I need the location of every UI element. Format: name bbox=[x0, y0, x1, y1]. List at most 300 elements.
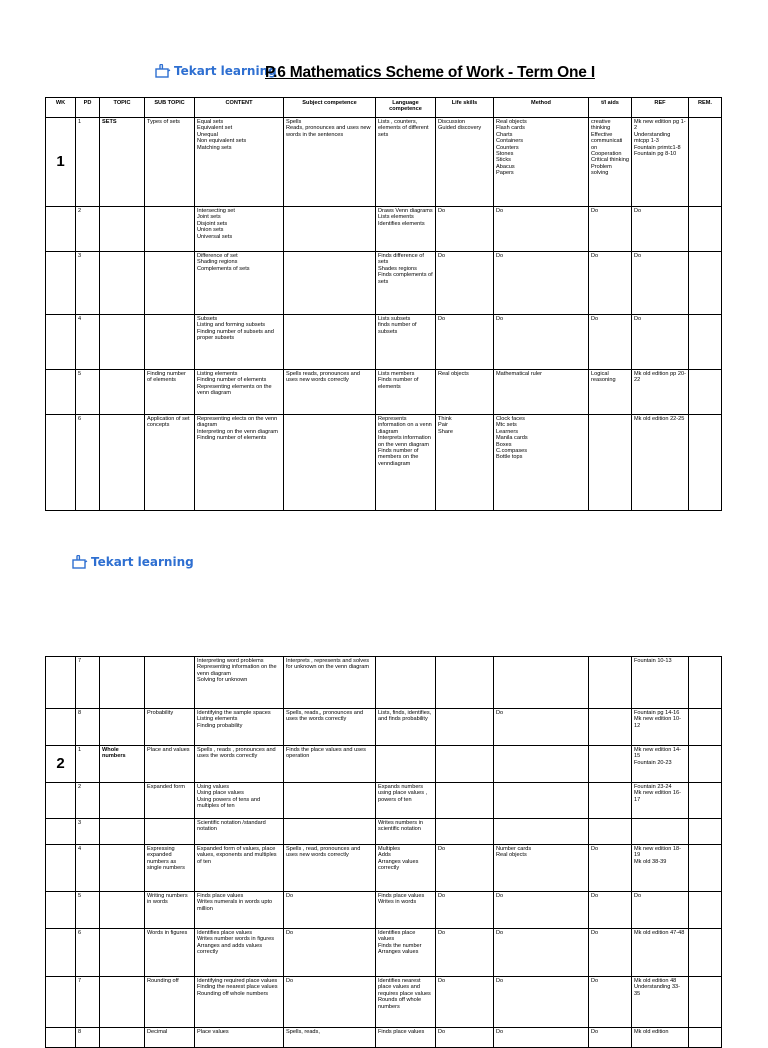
table-row bbox=[46, 1028, 722, 1048]
language-competence-cell bbox=[376, 252, 436, 315]
aids-cell bbox=[589, 118, 632, 207]
life-skills-cell-text: Do bbox=[438, 978, 446, 984]
table-row bbox=[46, 252, 722, 315]
period-cell-text: 1 bbox=[78, 119, 82, 125]
language-competence-cell bbox=[376, 370, 436, 415]
topic-cell bbox=[100, 252, 145, 315]
method-cell bbox=[494, 819, 589, 845]
method-cell bbox=[494, 746, 589, 783]
life-skills-cell bbox=[436, 657, 494, 709]
subject-competence-cell bbox=[284, 415, 376, 511]
language-competence-cell-text: Finds place values Writes in words bbox=[378, 893, 425, 906]
language-competence-cell-text: Lists subsets finds number of subsets bbox=[378, 316, 417, 335]
subject-competence-cell bbox=[284, 783, 376, 819]
period-cell bbox=[76, 709, 100, 746]
week-cell bbox=[46, 657, 76, 709]
week-cell bbox=[46, 746, 76, 783]
page-title: P.6 Mathematics Scheme of Work - Term One I bbox=[265, 64, 595, 81]
topic-cell bbox=[100, 845, 145, 892]
life-skills-cell-text: Real objects bbox=[438, 371, 469, 377]
period-cell-text: 1 bbox=[78, 747, 82, 753]
topic-cell bbox=[100, 370, 145, 415]
remarks-cell bbox=[689, 1028, 722, 1048]
period-cell bbox=[76, 977, 100, 1028]
subject-competence-cell-text: Interprets , represents and solves for unknown on the venn diagram bbox=[286, 658, 370, 671]
life-skills-cell bbox=[436, 370, 494, 415]
aids-cell-text: Do bbox=[591, 316, 599, 322]
subject-competence-cell bbox=[284, 118, 376, 207]
period-cell bbox=[76, 252, 100, 315]
language-competence-cell bbox=[376, 118, 436, 207]
period-cell-text: 6 bbox=[78, 930, 82, 936]
table-row bbox=[46, 315, 722, 370]
method-cell-text: Do bbox=[496, 710, 504, 716]
topic-cell bbox=[100, 315, 145, 370]
life-skills-cell bbox=[436, 118, 494, 207]
week-cell bbox=[46, 845, 76, 892]
table-row bbox=[46, 892, 722, 929]
remarks-cell bbox=[689, 415, 722, 511]
life-skills-cell bbox=[436, 783, 494, 819]
ref-cell-text: Do bbox=[634, 893, 642, 899]
remarks-cell bbox=[689, 370, 722, 415]
subtopic-cell bbox=[145, 207, 195, 252]
subject-competence-cell-text: Spells, reads, bbox=[286, 1029, 320, 1035]
content-cell-text: Interpreting word problems Representing information on the venn diagram Solving for unknown bbox=[197, 658, 277, 684]
subtopic-cell bbox=[145, 370, 195, 415]
life-skills-cell-text: Do bbox=[438, 253, 446, 259]
language-competence-cell bbox=[376, 1028, 436, 1048]
week-cell-text: 2 bbox=[56, 756, 65, 772]
remarks-cell bbox=[689, 977, 722, 1028]
column-header: REM. bbox=[689, 98, 722, 118]
language-competence-cell-text: Draws Venn diagrams Lists elements Identifies elements bbox=[378, 208, 433, 227]
subtopic-cell-text: Finding number of elements bbox=[147, 371, 186, 384]
remarks-cell bbox=[689, 819, 722, 845]
period-cell bbox=[76, 207, 100, 252]
aids-cell bbox=[589, 819, 632, 845]
remarks-cell bbox=[689, 252, 722, 315]
subtopic-cell-text: Expanded form bbox=[147, 784, 185, 790]
content-cell-text: Intersecting set Joint sets Disjoint sets Union sets Universal sets bbox=[197, 208, 235, 240]
ref-cell bbox=[632, 415, 689, 511]
period-cell bbox=[76, 1028, 100, 1048]
language-competence-cell-text: Writes numbers in scientific notation bbox=[378, 820, 423, 833]
method-cell-text: Do bbox=[496, 316, 504, 322]
topic-cell bbox=[100, 929, 145, 977]
period-cell-text: 2 bbox=[78, 784, 82, 790]
ref-cell bbox=[632, 892, 689, 929]
ref-cell bbox=[632, 118, 689, 207]
period-cell-text: 6 bbox=[78, 416, 82, 422]
aids-cell bbox=[589, 657, 632, 709]
subject-competence-cell-text: Do bbox=[286, 893, 294, 899]
topic-cell-text: SETS bbox=[102, 119, 117, 125]
subtopic-cell-text: Application of set concepts bbox=[147, 416, 190, 429]
subtopic-cell bbox=[145, 845, 195, 892]
period-cell-text: 2 bbox=[78, 208, 82, 214]
subject-competence-cell bbox=[284, 819, 376, 845]
language-competence-cell-text: Identifies nearest place values and requires place values Rounds off whole numbers bbox=[378, 978, 431, 1010]
method-cell bbox=[494, 1028, 589, 1048]
ref-cell-text: Do bbox=[634, 253, 642, 259]
life-skills-cell bbox=[436, 819, 494, 845]
subject-competence-cell-text: Spells , read, pronounces and uses new words correctly bbox=[286, 846, 361, 859]
life-skills-cell bbox=[436, 207, 494, 252]
topic-cell bbox=[100, 977, 145, 1028]
period-cell bbox=[76, 819, 100, 845]
ref-cell bbox=[632, 709, 689, 746]
ref-cell-text: Fountain 23-24 Mk new edition 16-17 bbox=[634, 784, 681, 803]
table-row bbox=[46, 709, 722, 746]
column-header: Subject competence bbox=[284, 98, 376, 118]
language-competence-cell-text: Multiples Adds Arranges values correctly bbox=[378, 846, 419, 872]
method-cell bbox=[494, 118, 589, 207]
period-cell bbox=[76, 929, 100, 977]
ref-cell bbox=[632, 977, 689, 1028]
content-cell-text: Finds place values Writes numerals in words upto million bbox=[197, 893, 273, 912]
ref-cell bbox=[632, 783, 689, 819]
period-cell bbox=[76, 657, 100, 709]
language-competence-cell bbox=[376, 657, 436, 709]
subtopic-cell bbox=[145, 657, 195, 709]
content-cell bbox=[195, 746, 284, 783]
method-cell bbox=[494, 845, 589, 892]
life-skills-cell-text: Think Pair Share bbox=[438, 416, 453, 435]
subject-competence-cell-text: Spells, reads,, pronounces and uses the words correctly bbox=[286, 710, 364, 723]
table-row bbox=[46, 819, 722, 845]
remarks-cell bbox=[689, 746, 722, 783]
content-cell-text: Place values bbox=[197, 1029, 229, 1035]
week-cell bbox=[46, 929, 76, 977]
period-cell-text: 3 bbox=[78, 253, 82, 259]
period-cell-text: 7 bbox=[78, 658, 82, 664]
method-cell bbox=[494, 252, 589, 315]
content-cell bbox=[195, 657, 284, 709]
topic-cell bbox=[100, 709, 145, 746]
subtopic-cell bbox=[145, 977, 195, 1028]
language-competence-cell bbox=[376, 709, 436, 746]
week-cell bbox=[46, 252, 76, 315]
remarks-cell bbox=[689, 892, 722, 929]
content-cell bbox=[195, 709, 284, 746]
method-cell bbox=[494, 892, 589, 929]
subtopic-cell bbox=[145, 315, 195, 370]
week-cell bbox=[46, 118, 76, 207]
aids-cell bbox=[589, 977, 632, 1028]
content-cell bbox=[195, 845, 284, 892]
method-cell bbox=[494, 709, 589, 746]
content-cell bbox=[195, 370, 284, 415]
subject-competence-cell bbox=[284, 370, 376, 415]
week-cell bbox=[46, 892, 76, 929]
period-cell bbox=[76, 118, 100, 207]
column-header: Method bbox=[494, 98, 589, 118]
remarks-cell bbox=[689, 709, 722, 746]
content-cell-text: Expanded form of values, place values, exponents and multiples of ten bbox=[197, 846, 277, 865]
aids-cell bbox=[589, 783, 632, 819]
aids-cell-text: Do bbox=[591, 978, 599, 984]
topic-cell bbox=[100, 657, 145, 709]
ref-cell bbox=[632, 819, 689, 845]
table-row bbox=[46, 929, 722, 977]
aids-cell bbox=[589, 207, 632, 252]
ref-cell bbox=[632, 315, 689, 370]
period-cell-text: 5 bbox=[78, 893, 82, 899]
column-header: REF bbox=[632, 98, 689, 118]
subject-competence-cell bbox=[284, 929, 376, 977]
aids-cell bbox=[589, 315, 632, 370]
method-cell bbox=[494, 657, 589, 709]
period-cell-text: 5 bbox=[78, 371, 82, 377]
ref-cell-text: Mk new edition 18-19 Mk old 38-39 bbox=[634, 846, 681, 865]
life-skills-cell-text: Do bbox=[438, 316, 446, 322]
week-cell bbox=[46, 1028, 76, 1048]
aids-cell bbox=[589, 929, 632, 977]
remarks-cell bbox=[689, 657, 722, 709]
column-header: PD bbox=[76, 98, 100, 118]
subject-competence-cell bbox=[284, 252, 376, 315]
content-cell bbox=[195, 977, 284, 1028]
life-skills-cell-text: Do bbox=[438, 1029, 446, 1035]
content-cell bbox=[195, 783, 284, 819]
table-row bbox=[46, 370, 722, 415]
week-cell bbox=[46, 819, 76, 845]
life-skills-cell bbox=[436, 892, 494, 929]
content-cell-text: Identifying the sample spaces Listing elements Finding probability bbox=[197, 710, 271, 729]
period-cell bbox=[76, 892, 100, 929]
content-cell-text: Representing elects on the venn diagram Interpreting on the venn diagram Finding number of elements bbox=[197, 416, 278, 442]
period-cell bbox=[76, 783, 100, 819]
column-header: WK bbox=[46, 98, 76, 118]
remarks-cell bbox=[689, 207, 722, 252]
subject-competence-cell-text: Finds the place values and uses operation bbox=[286, 747, 366, 760]
method-cell bbox=[494, 315, 589, 370]
content-cell bbox=[195, 118, 284, 207]
content-cell bbox=[195, 819, 284, 845]
content-cell-text: Identifying required place values Finding the nearest place values Rounding off whole numbers bbox=[197, 978, 278, 997]
brand-logo-2 bbox=[72, 555, 194, 569]
ref-cell-text: Do bbox=[634, 208, 642, 214]
language-competence-cell bbox=[376, 746, 436, 783]
language-competence-cell bbox=[376, 783, 436, 819]
week-cell bbox=[46, 783, 76, 819]
subtopic-cell bbox=[145, 783, 195, 819]
life-skills-cell bbox=[436, 1028, 494, 1048]
subtopic-cell bbox=[145, 892, 195, 929]
aids-cell-text: Logical reasoning bbox=[591, 371, 616, 384]
content-cell bbox=[195, 1028, 284, 1048]
content-cell-text: Spells , reads , pronounces and uses the words correctly bbox=[197, 747, 276, 760]
table-row bbox=[46, 845, 722, 892]
aids-cell bbox=[589, 1028, 632, 1048]
subtopic-cell-text: Rounding off bbox=[147, 978, 179, 984]
subtopic-cell bbox=[145, 118, 195, 207]
language-competence-cell bbox=[376, 977, 436, 1028]
method-cell-text: Number cards Real objects bbox=[496, 846, 532, 859]
subject-competence-cell bbox=[284, 207, 376, 252]
week-cell-text: 1 bbox=[56, 154, 65, 170]
life-skills-cell bbox=[436, 709, 494, 746]
method-cell-text: Real objects Flash cards Charts Containers Counters Stones Sticks Abacus Papers bbox=[496, 119, 527, 177]
aids-cell bbox=[589, 746, 632, 783]
period-cell bbox=[76, 370, 100, 415]
method-cell bbox=[494, 207, 589, 252]
content-cell bbox=[195, 252, 284, 315]
aids-cell bbox=[589, 252, 632, 315]
subtopic-cell-text: Words in figures bbox=[147, 930, 188, 936]
topic-cell bbox=[100, 819, 145, 845]
method-cell-text: Mathematical ruler bbox=[496, 371, 543, 377]
aids-cell-text: Do bbox=[591, 846, 599, 852]
period-cell-text: 7 bbox=[78, 978, 82, 984]
aids-cell-text: Do bbox=[591, 930, 599, 936]
content-cell bbox=[195, 929, 284, 977]
language-competence-cell-text: Lists , counters, elements of different sets bbox=[378, 119, 429, 138]
method-cell bbox=[494, 783, 589, 819]
content-cell-text: Using values Using place values Using powers of tens and multiples of ten bbox=[197, 784, 261, 810]
ref-cell-text: Do bbox=[634, 316, 642, 322]
subject-competence-cell bbox=[284, 657, 376, 709]
remarks-cell bbox=[689, 929, 722, 977]
content-cell bbox=[195, 315, 284, 370]
ref-cell-text: Mk old edition bbox=[634, 1029, 669, 1035]
subject-competence-cell-text: Do bbox=[286, 978, 294, 984]
language-competence-cell-text: Finds place values bbox=[378, 1029, 425, 1035]
column-header: TOPIC bbox=[100, 98, 145, 118]
method-cell bbox=[494, 415, 589, 511]
life-skills-cell bbox=[436, 252, 494, 315]
ref-cell-text: Mk new edition 14-15 Fountain 20-23 bbox=[634, 747, 681, 766]
subject-competence-cell-text: Spells Reads, pronounces and uses new words in the sentences bbox=[286, 119, 371, 138]
subject-competence-cell bbox=[284, 1028, 376, 1048]
subject-competence-cell bbox=[284, 709, 376, 746]
aids-cell bbox=[589, 370, 632, 415]
period-cell bbox=[76, 845, 100, 892]
topic-cell bbox=[100, 118, 145, 207]
subtopic-cell bbox=[145, 746, 195, 783]
language-competence-cell-text: Lists, finds, identifies, and finds probability bbox=[378, 710, 432, 723]
column-header: Life skills bbox=[436, 98, 494, 118]
subtopic-cell bbox=[145, 1028, 195, 1048]
subtopic-cell-text: Types of sets bbox=[147, 119, 180, 125]
subject-competence-cell bbox=[284, 746, 376, 783]
ref-cell-text: Fountain pg 14-16 Mk new edition 10-12 bbox=[634, 710, 681, 729]
life-skills-cell bbox=[436, 746, 494, 783]
content-cell bbox=[195, 207, 284, 252]
column-header: SUB TOPIC bbox=[145, 98, 195, 118]
aids-cell bbox=[589, 845, 632, 892]
ref-cell bbox=[632, 845, 689, 892]
ref-cell-text: Mk old edition 48 Understanding 33-35 bbox=[634, 978, 681, 997]
life-skills-cell bbox=[436, 977, 494, 1028]
topic-cell bbox=[100, 1028, 145, 1048]
subject-competence-cell bbox=[284, 845, 376, 892]
scheme-table-1 bbox=[45, 97, 722, 511]
subtopic-cell-text: Place and values bbox=[147, 747, 190, 753]
content-cell-text: Equal sets Equivalent set Unequal Non equivalent sets Matching sets bbox=[197, 119, 247, 151]
ref-cell bbox=[632, 746, 689, 783]
subtopic-cell bbox=[145, 415, 195, 511]
ref-cell-text: Mk new edition pg 1-2 Understanding mtcpp 1-3 Fountain primtc1-8 Fountain pg 8-10 bbox=[634, 119, 686, 158]
content-cell bbox=[195, 892, 284, 929]
brand-logo bbox=[155, 64, 277, 78]
ref-cell bbox=[632, 252, 689, 315]
method-cell-text: Do bbox=[496, 930, 504, 936]
column-header: t/l aids bbox=[589, 98, 632, 118]
table-row bbox=[46, 783, 722, 819]
week-cell bbox=[46, 709, 76, 746]
period-cell-text: 8 bbox=[78, 1029, 82, 1035]
language-competence-cell-text: Lists members Finds number of elements bbox=[378, 371, 419, 390]
remarks-cell bbox=[689, 845, 722, 892]
life-skills-cell bbox=[436, 315, 494, 370]
language-competence-cell bbox=[376, 207, 436, 252]
week-cell bbox=[46, 415, 76, 511]
language-competence-cell bbox=[376, 819, 436, 845]
table-row bbox=[46, 415, 722, 511]
subject-competence-cell bbox=[284, 977, 376, 1028]
life-skills-cell bbox=[436, 845, 494, 892]
ref-cell-text: Fountain 10-13 bbox=[634, 658, 672, 664]
language-competence-cell bbox=[376, 845, 436, 892]
subject-competence-cell bbox=[284, 315, 376, 370]
topic-cell bbox=[100, 415, 145, 511]
period-cell-text: 4 bbox=[78, 846, 82, 852]
content-cell-text: Subsets Listing and forming subsets Finding number of subsets and proper subsets bbox=[197, 316, 274, 342]
table-row bbox=[46, 207, 722, 252]
life-skills-cell-text: Discussion Guided discovery bbox=[438, 119, 482, 132]
method-cell-text: Do bbox=[496, 1029, 504, 1035]
table-row bbox=[46, 657, 722, 709]
subtopic-cell-text: Probability bbox=[147, 710, 174, 716]
brand-name: Tekart learning bbox=[91, 555, 194, 569]
period-cell bbox=[76, 415, 100, 511]
period-cell-text: 3 bbox=[78, 820, 82, 826]
period-cell bbox=[76, 315, 100, 370]
table-row bbox=[46, 118, 722, 207]
week-cell bbox=[46, 977, 76, 1028]
method-cell-text: Do bbox=[496, 978, 504, 984]
subtopic-cell-text: Expressing expanded numbers as single numbers bbox=[147, 846, 185, 872]
ref-cell bbox=[632, 929, 689, 977]
subject-competence-cell-text: Do bbox=[286, 930, 294, 936]
language-competence-cell-text: Expands numbers using place values , powers of ten bbox=[378, 784, 428, 803]
week-cell bbox=[46, 207, 76, 252]
subtopic-cell-text: Decimal bbox=[147, 1029, 168, 1035]
method-cell-text: Do bbox=[496, 893, 504, 899]
life-skills-cell-text: Do bbox=[438, 208, 446, 214]
brand-name: Tekart learning bbox=[174, 64, 277, 78]
hand-logo-icon bbox=[155, 64, 171, 78]
column-header: Language competence bbox=[376, 98, 436, 118]
ref-cell-text: Mk old edition pp 20-22 bbox=[634, 371, 686, 384]
table-row bbox=[46, 977, 722, 1028]
life-skills-cell-text: Do bbox=[438, 930, 446, 936]
content-cell-text: Scientific notation /standard notation bbox=[197, 820, 266, 833]
ref-cell-text: Mk old edition 47-48 bbox=[634, 930, 685, 936]
column-header: CONTENT bbox=[195, 98, 284, 118]
aids-cell bbox=[589, 892, 632, 929]
topic-cell bbox=[100, 892, 145, 929]
subject-competence-cell bbox=[284, 892, 376, 929]
week-cell bbox=[46, 370, 76, 415]
content-cell-text: Difference of set Shading regions Complements of sets bbox=[197, 253, 250, 272]
content-cell-text: Identifies place values Writes number words in figures Arranges and adds values correctly bbox=[197, 930, 274, 956]
remarks-cell bbox=[689, 315, 722, 370]
subject-competence-cell-text: Spells reads, pronounces and uses new words correctly bbox=[286, 371, 361, 384]
ref-cell bbox=[632, 370, 689, 415]
